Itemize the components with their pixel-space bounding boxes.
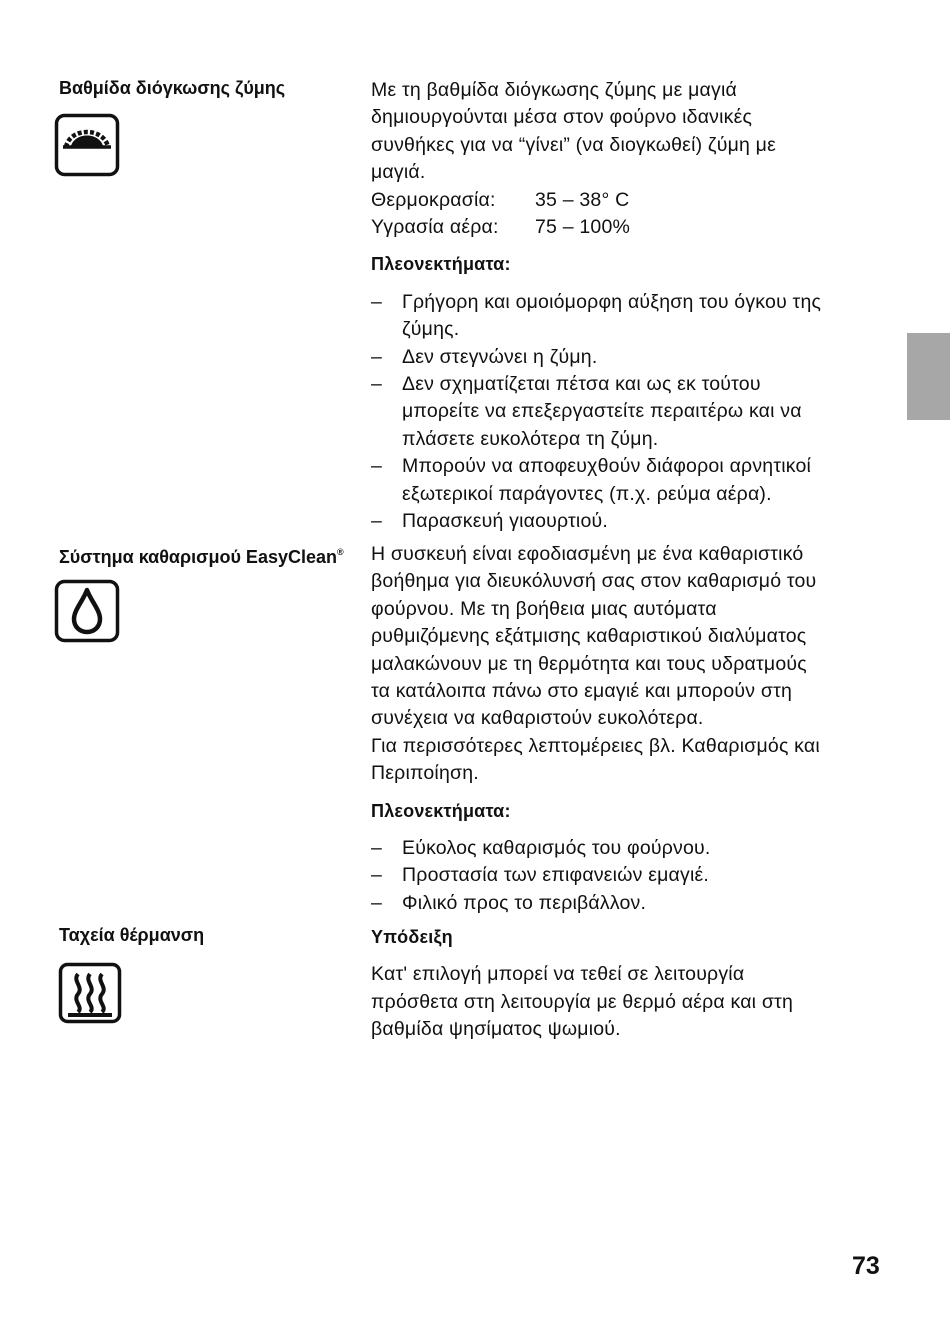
body-line: βοήθημα για διευκόλυνσή σας στον καθαρισμό του (371, 570, 817, 593)
note-line: πρόσθετα στη λειτουργία με θερμό αέρα και στη (371, 990, 794, 1013)
advantages-title: Πλεονεκτήματα: (371, 254, 511, 275)
dough-proving-icon (54, 113, 120, 177)
registered-mark: ® (337, 547, 344, 557)
list-item (371, 453, 891, 508)
section-body (371, 541, 891, 917)
body-line: μαγιά. (371, 161, 426, 184)
list-item-line: – Μπορούν να αποφευχθούν διάφοροι αρνητικοί (402, 455, 812, 478)
section-body (371, 924, 891, 1044)
note-line: Κατ' επιλογή μπορεί να τεθεί σε λειτουργία (371, 963, 745, 986)
list-item-line: εξωτερικοί παράγοντες (π.χ. ρεύμα αέρα). (402, 482, 772, 505)
body-line: Περιποίηση. (371, 762, 479, 785)
list-item-line: – Φιλικό προς το περιβάλλον. (402, 891, 647, 914)
body-line: μαλακώνουν με τη θερμότητα και τους υδρατμούς (371, 652, 807, 675)
list-item (371, 835, 891, 862)
body-line: Για περισσότερες λεπτομέρειες βλ. Καθαρισμός και (371, 734, 820, 757)
body-line: Η συσκευή είναι εφοδιασμένη με ένα καθαριστικό (371, 543, 804, 565)
page-number: 73 (852, 1252, 880, 1280)
spec-humidity (371, 214, 891, 241)
list-item (371, 344, 891, 371)
body-line: φούρνου. Με τη βοήθεια μιας αυτόματα (371, 597, 717, 620)
list-item (371, 371, 891, 453)
note-line: βαθμίδα ψησίματος ψωμιού. (371, 1018, 621, 1041)
section-body (371, 77, 891, 536)
body-line: συνέχεια να καθαριστούν ευκολότερα. (371, 707, 704, 730)
advantages-list (371, 835, 891, 917)
spec-value: 75 – 100% (535, 216, 631, 239)
spec-label: Θερμοκρασία: (371, 188, 496, 211)
chapter-tab-marker (907, 333, 950, 420)
section-heading: Βαθμίδα διόγκωσης ζύμης (59, 78, 286, 98)
rapid-heat-icon (58, 962, 122, 1024)
spec-temperature (371, 187, 891, 214)
list-item-line: – Δεν στεγνώνει η ζύμη. (402, 345, 598, 368)
list-item (371, 508, 891, 535)
list-item-line: πλάσετε ευκολότερα τη ζύμη. (402, 427, 659, 450)
list-item-line: – Παρασκευή γιαουρτιού. (402, 510, 608, 533)
list-item-line: – Προστασία των επιφανειών εμαγιέ. (402, 864, 709, 887)
body-line: ρυθμιζόμενης εξάτμισης καθαριστικού διαλύματος (371, 625, 807, 648)
body-line: Με τη βαθμίδα διόγκωσης ζύμης με μαγιά (371, 79, 737, 101)
list-item-line: μπορείτε να επεξεργαστείτε περαιτέρω και να (402, 400, 802, 423)
body-line: συνθήκες για να “γίνει” (να διογκωθεί) ζύμη με (371, 133, 776, 156)
spec-value: 35 – 38° C (535, 188, 630, 211)
spec-label: Υγρασία αέρα: (371, 216, 499, 239)
note-title: Υπόδειξη (371, 927, 453, 947)
list-item-line: ζύμης. (402, 318, 460, 341)
section-heading (59, 541, 344, 568)
list-item-line: – Δεν σχηματίζεται πέτσα και ως εκ τούτου (402, 373, 761, 396)
advantages-list (371, 289, 891, 536)
advantages-title: Πλεονεκτήματα: (371, 800, 511, 821)
list-item (371, 890, 891, 917)
list-item (371, 862, 891, 889)
list-item-line: – Εύκολος καθαρισμός του φούρνου. (402, 837, 711, 860)
list-item-line: – Γρήγορη και ομοιόμορφη αύξηση του όγκου της (402, 290, 822, 313)
body-line: δημιουργούνται μέσα στον φούρνο ιδανικές (371, 106, 753, 129)
body-line: τα κατάλοιπα πάνω στο εμαγιέ και μπορούν στη (371, 680, 793, 703)
list-item (371, 289, 891, 344)
water-drop-icon (54, 579, 120, 643)
section-heading-text: Σύστημα καθαρισμού EasyClean (59, 547, 337, 567)
section-heading: Ταχεία θέρμανση (59, 925, 205, 945)
